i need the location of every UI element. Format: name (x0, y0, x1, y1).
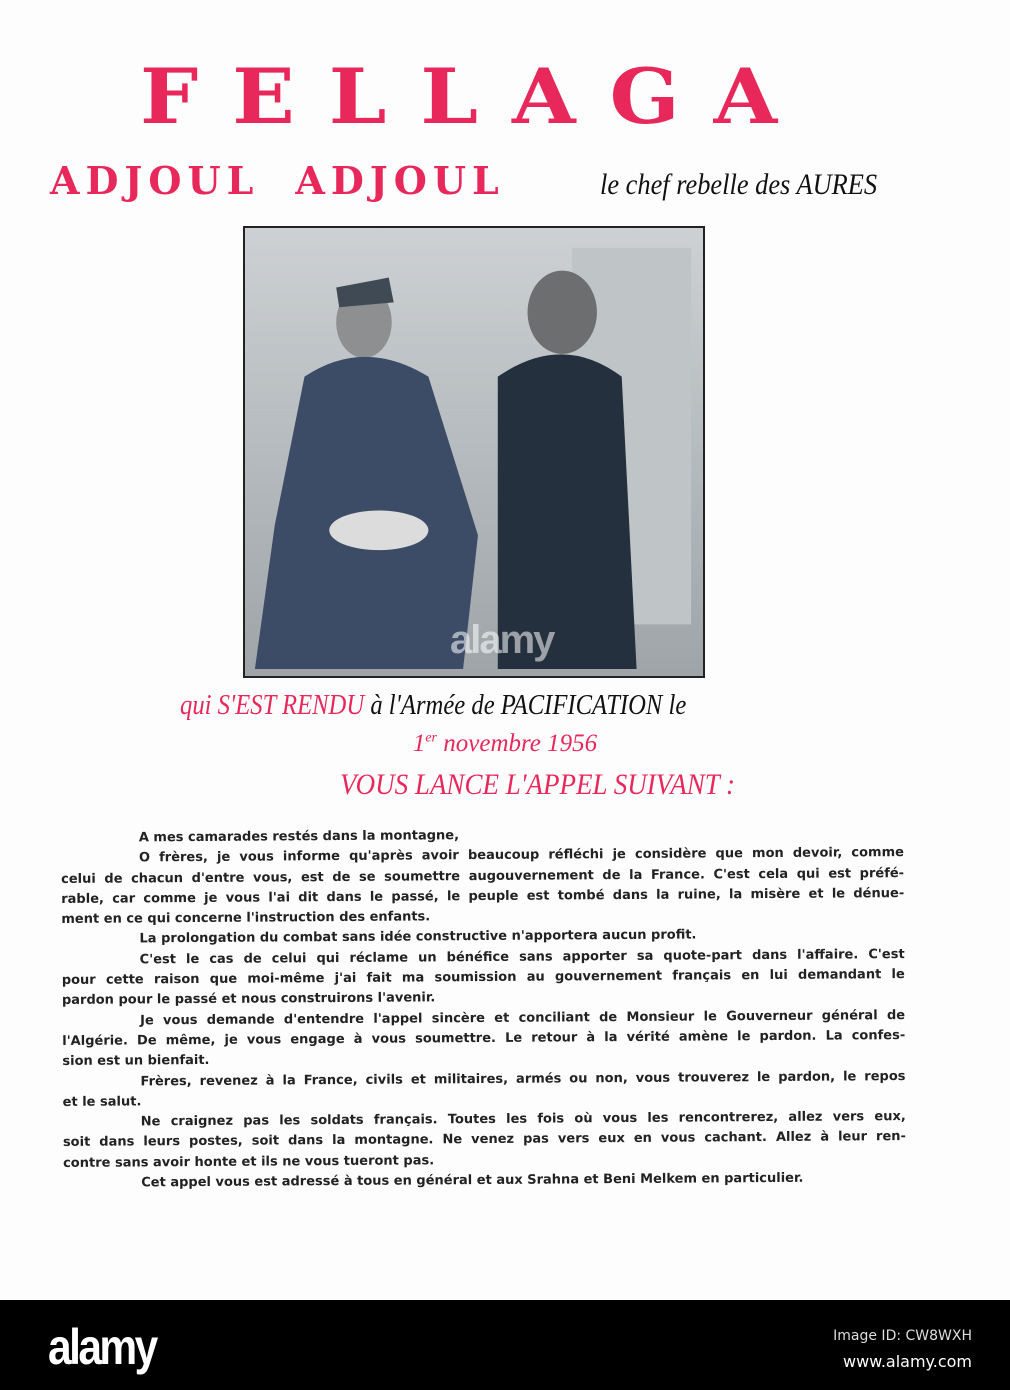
name-2: ADJOUL (295, 158, 505, 203)
subtitle-description: le chef rebelle des AURES (600, 168, 878, 201)
date-sup: er (425, 730, 437, 746)
site-url: www.alamy.com (843, 1352, 972, 1371)
caption-part-2: à l'Armée de (370, 690, 495, 721)
body-line: Je vous demande d'entendre l'appel sincère et conciliant de Monsieur le Gouverneur général de (140, 1007, 906, 1029)
watermark: alamy (450, 618, 554, 662)
photograph (243, 226, 705, 678)
body-line: C'est le cas de celui qui réclame un bénéfice sans apporter sa quote-part dans l'affaire. C'est (139, 946, 905, 968)
body-line: pardon pour le passé et nous construirons l'avenir. (61, 990, 436, 1009)
caption-line-1 (180, 690, 686, 722)
caption-date (0, 730, 1010, 758)
body-line: soit dans leurs postes, soit dans la montagne. Ne venez pas vers eux en vous cachant. Allez à leur ren- (62, 1129, 906, 1151)
image-id: Image ID: CW8WXH (833, 1328, 972, 1344)
body-line: sion est un bienfait. (62, 1053, 210, 1070)
body-line: A mes camarades restés dans la montagne, (138, 828, 460, 846)
body-line: celui de chacun d'entre vous, est de se soumettre augouvernement de la France. C'est cela qui est préfé- (61, 865, 905, 887)
poster-title: FELLAGA (140, 52, 812, 142)
caption-part-4: le (668, 690, 687, 721)
appeal-heading: VOUS LANCE L'APPEL SUIVANT : (339, 768, 735, 801)
body-line: La prolongation du combat sans idée constructive n'apportera aucun profit. (139, 927, 697, 947)
watermark-footer (0, 1300, 1010, 1390)
body-line: pour cette raison que moi-même j'ai fait ma soumission au gouvernement français en lui demandant le (61, 967, 905, 989)
name-1: ADJOUL (50, 158, 260, 203)
caption-part-1: qui S'EST RENDU (180, 690, 365, 721)
alamy-logo: alamy (48, 1319, 156, 1375)
body-line: contre sans avoir honte et ils ne vous tueront pas. (63, 1153, 435, 1171)
body-line: ment en ce qui concerne l'instruction des enfants. (61, 909, 431, 928)
body-line: O frères, je vous informe qu'après avoir beaucoup réfléchi je considère que mon devoir, comme (138, 845, 904, 866)
body-line: Cet appel vous est adressé à tous en général et aux Srahna et Beni Melkem en particulier. (141, 1170, 804, 1191)
body-line: rable, car comme je vous l'ai dit dans le passé, le peuple est tombé dans la ruine, la misère et le dénue- (61, 885, 905, 907)
caption-part-3: PACIFICATION (500, 690, 663, 721)
body-line: Frères, revenez à la France, civils et militaires, armés ou non, vous trouverez le pardon, le repos (140, 1068, 906, 1089)
body-line: et le salut. (62, 1094, 142, 1110)
body-line: Ne craignez pas les soldats français. Toutes les fois où vous les rencontrerez, allez vers eux, (140, 1109, 906, 1130)
letter-body (61, 823, 907, 1194)
date-rest: novembre 1956 (443, 730, 598, 757)
body-line: l'Algérie. De même, je vous engage à vous soumettre. Le retour à la vérité amène le pardon. La confes- (62, 1028, 906, 1049)
subtitle-names (50, 158, 505, 203)
date-day: 1 (412, 730, 426, 757)
